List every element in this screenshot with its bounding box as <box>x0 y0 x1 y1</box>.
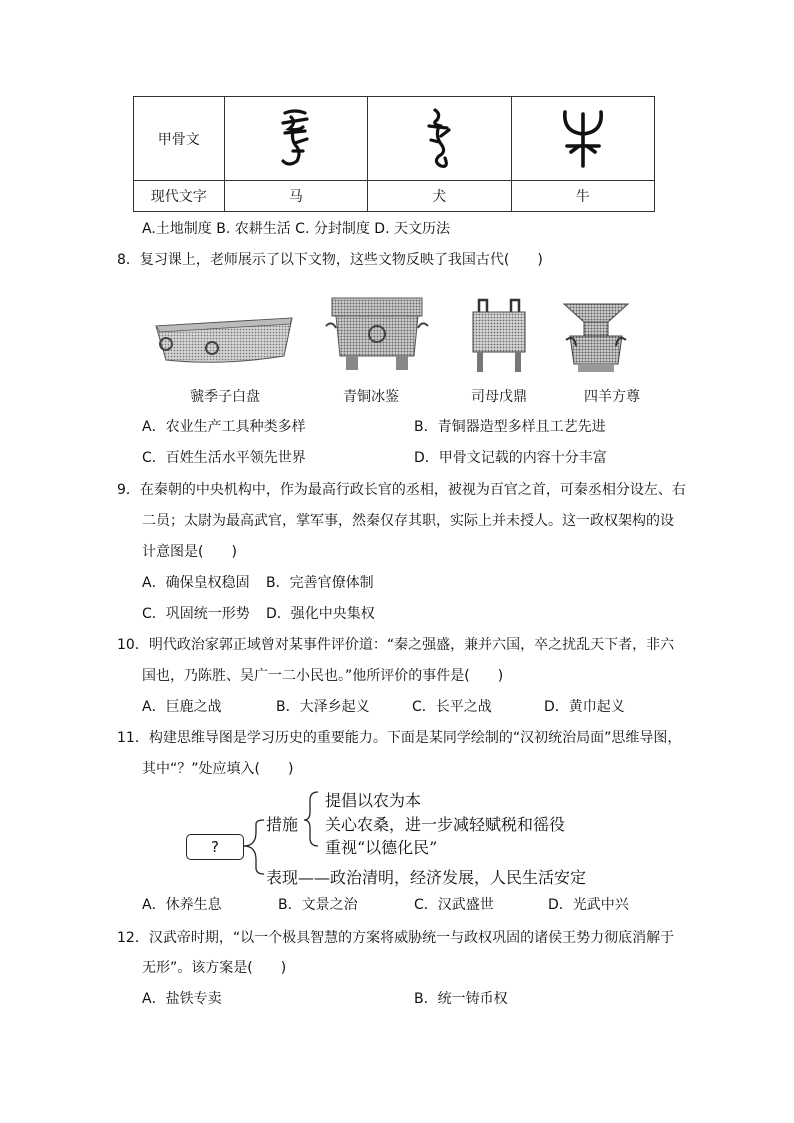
artifact-label-guojizi-plate: 虢季子白盘 <box>190 389 260 405</box>
q12-option-a: A．盐铁专卖 <box>142 991 222 1007</box>
q12-stem-line1: 12．汉武帝时期，“以一个极具智慧的方案将威胁统一与政权巩固的诸侯王势力彻底消解于 <box>117 930 675 946</box>
q9-option-d: D．强化中央集权 <box>266 606 375 622</box>
q11-stem-line1: 11．构建思维导图是学习历史的重要能力。下面是某同学绘制的“汉初统治局面”思维导图， <box>117 730 682 746</box>
oracle-glyph-ox <box>511 97 655 181</box>
mindmap-measure-2: 关心农桑，进一步减轻赋税和徭役 <box>325 815 566 834</box>
oracle-glyph-dog <box>368 97 511 181</box>
artifact-guojizi-plate-image <box>152 310 298 374</box>
row-label-modern: 现代文字 <box>134 181 225 212</box>
artifact-simuwu-ding-image <box>469 298 529 378</box>
q9-stem-line1: 9．在秦朝的中央机构中，作为最高行政长官的丞相，被视为百官之首，可秦丞相分设左、右 <box>117 482 686 498</box>
mindmap-measures-label: 措施 <box>266 815 299 834</box>
q11-option-d: D．光武中兴 <box>548 897 629 913</box>
artifact-label-four-goat-zun: 四羊方尊 <box>584 389 640 405</box>
mindmap-question-box: ? <box>186 834 244 860</box>
modern-char-ox: 牛 <box>511 181 655 212</box>
q9-option-a: A．确保皇权稳固 <box>142 575 250 591</box>
artifact-label-bronze-ice-jian: 青铜冰鉴 <box>343 389 399 405</box>
q11-option-a: A．休养生息 <box>142 897 222 913</box>
oracle-bone-table <box>133 96 655 212</box>
q10-stem-line1: 10．明代政治家郭正域曾对某事件评价道：“秦之强盛，兼并六国，卒之扰乱天下者，非六 <box>117 637 675 653</box>
q10-option-c: C．长平之战 <box>412 699 492 715</box>
q8-option-c: C．百姓生活水平领先世界 <box>142 450 306 466</box>
q8-option-d: D．甲骨文记载的内容十分丰富 <box>414 450 607 466</box>
mindmap-result: 表现——政治清明，经济发展，人民生活安定 <box>266 868 587 887</box>
modern-char-horse: 马 <box>224 181 367 212</box>
q12-stem-line2: 无形”。该方案是( ) <box>142 960 287 976</box>
artifact-four-goat-zun-image <box>560 300 632 378</box>
q9-option-b: B．完善官僚体制 <box>266 575 374 591</box>
mindmap-measure-1: 提倡以农为本 <box>325 791 422 810</box>
row-label-oracle: 甲骨文 <box>134 97 225 181</box>
artifact-label-simuwu-ding: 司母戊鼎 <box>471 389 527 405</box>
q11-stem-line2: 其中“？”处应填入( ) <box>142 761 294 777</box>
q7-options: A.土地制度 B. 农耕生活 C. 分封制度 D. 天文历法 <box>142 221 450 237</box>
oracle-glyph-horse <box>224 97 367 181</box>
q8-option-b: B．青铜器造型多样且工艺先进 <box>414 419 606 435</box>
q9-option-c: C．巩固统一形势 <box>142 606 250 622</box>
mindmap-measure-3: 重视“以德化民” <box>325 838 438 857</box>
q10-option-a: A．巨鹿之战 <box>142 699 222 715</box>
q11-option-c: C．汉武盛世 <box>414 897 494 913</box>
q8-stem: 8．复习课上，老师展示了以下文物，这些文物反映了我国古代( ) <box>117 252 543 268</box>
q10-stem-line2: 国也，乃陈胜、吴广一二小民也。”他所评价的事件是( ) <box>142 668 504 684</box>
q9-stem-line3: 计意图是( ) <box>142 544 237 560</box>
q8-option-a: A．农业生产工具种类多样 <box>142 419 306 435</box>
modern-char-dog: 犬 <box>368 181 511 212</box>
artifact-bronze-ice-jian-image <box>322 290 432 378</box>
q10-option-d: D．黄巾起义 <box>544 699 625 715</box>
q12-option-b: B．统一铸币权 <box>414 991 508 1007</box>
q9-stem-line2: 二员；太尉为最高武官，掌军事，然秦仅存其职，实际上并未授人。这一政权架构的设 <box>142 513 674 529</box>
q10-option-b: B．大泽乡起义 <box>276 699 370 715</box>
q11-option-b: B．文景之治 <box>278 897 358 913</box>
